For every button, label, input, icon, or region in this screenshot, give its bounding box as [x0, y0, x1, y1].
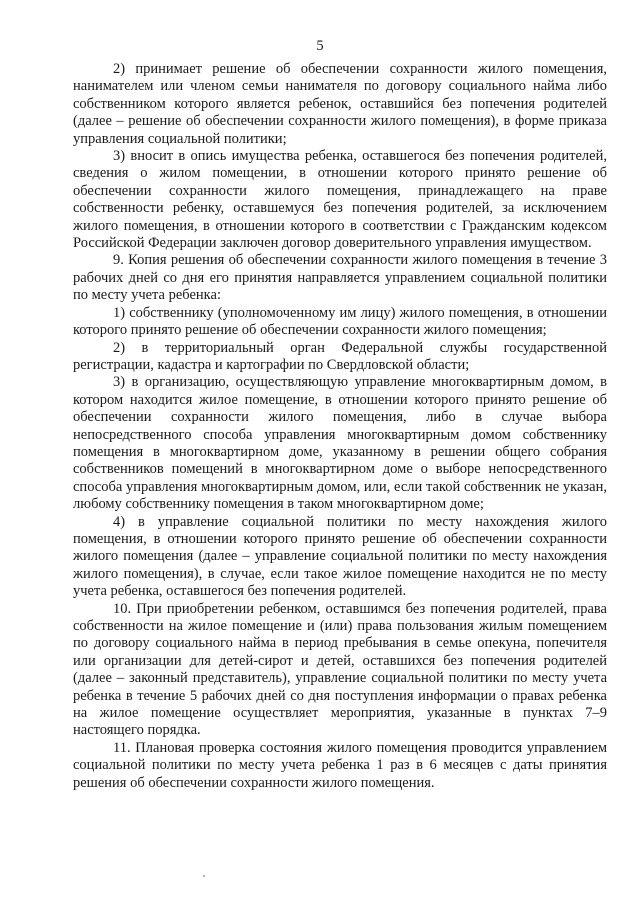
scan-artifact-dot [203, 875, 205, 877]
paragraph-clause-9-item-3: 3) в организацию, осуществляющую управление многоквартирным домом, в котором находится жилое помещение, в отношении которого принято решение об обеспечении сохранности жилого помещения, либо в случае выбора непосредственного способа управления многоквартирным домом собственнику помещения в многоквартирном доме, указанному в решении общего собрания собственников помещений в многоквартирном доме о выборе непосредственного способа управления многоквартирным домом, или, если такой собственник не указан, любому собственнику помещения в таком многоквартирном доме; [73, 374, 607, 513]
paragraph-clause-11: 11. Плановая проверка состояния жилого помещения проводится управлением социальной политики по месту учета ребенка 1 раз в 6 месяцев с даты принятия решения об обеспечении сохранности жилого помещения. [73, 739, 607, 791]
paragraph-item-2-decision: 2) принимает решение об обеспечении сохранности жилого помещения, нанимателем или членом семьи нанимателя по договору социального найма либо собственником которого является ребенок, оставшийся без попечения родителей (далее – решение об обеспечении сохранности жилого помещения), в форме приказа управления социальной политики; [73, 61, 607, 147]
document-body [73, 61, 607, 792]
paragraph-item-3-inventory: 3) вносит в опись имущества ребенка, оставшегося без попечения родителей, сведения о жилом помещении, в отношении которого принято решение об обеспечении сохранности жилого помещения, принадлежащего на праве собственности ребенку, оставшемуся без попечения родителей, за исключением жилого помещения, в отношении которого в соответствии с Гражданским кодексом Российской Федерации заключен договор доверительного управления имуществом. [73, 148, 607, 252]
paragraph-clause-10: 10. При приобретении ребенком, оставшимся без попечения родителей, права собственности на жилое помещение и (или) права пользования жилым помещением по договору социального найма в период пребывания в семье опекуна, попечителя или организации для детей-сирот и детей, оставшихся без попечения родителей (далее – законный представитель), управление социальной политики по месту учета ребенка в течение 5 рабочих дней со дня поступления информации о правах ребенка на жилое помещение осуществляет мероприятия, указанные в пунктах 7–9 настоящего порядка. [73, 600, 607, 739]
paragraph-clause-9-item-4: 4) в управление социальной политики по месту нахождения жилого помещения, в отношении которого принято решение об обеспечении сохранности жилого помещения (далее – управление социальной политики по месту нахождения жилого помещения), в случае, если такое жилое помещение находится не по месту учета ребенка, оставшегося без попечения родителей. [73, 513, 607, 600]
page-number: 5 [316, 38, 324, 54]
paragraph-clause-9-item-2: 2) в территориальный орган Федеральной службы государственной регистрации, кадастра и картографии по Свердловской области; [73, 339, 607, 373]
paragraph-clause-9-item-1: 1) собственнику (уполномоченному им лицу) жилого помещения, в отношении которого принято решение об обеспечении сохранности жилого помещения; [73, 304, 607, 339]
paragraph-clause-9: 9. Копия решения об обеспечении сохранности жилого помещения в течение 3 рабочих дней со дня его принятия направляется управлением социальной политики по месту учета ребенка: [73, 252, 607, 304]
